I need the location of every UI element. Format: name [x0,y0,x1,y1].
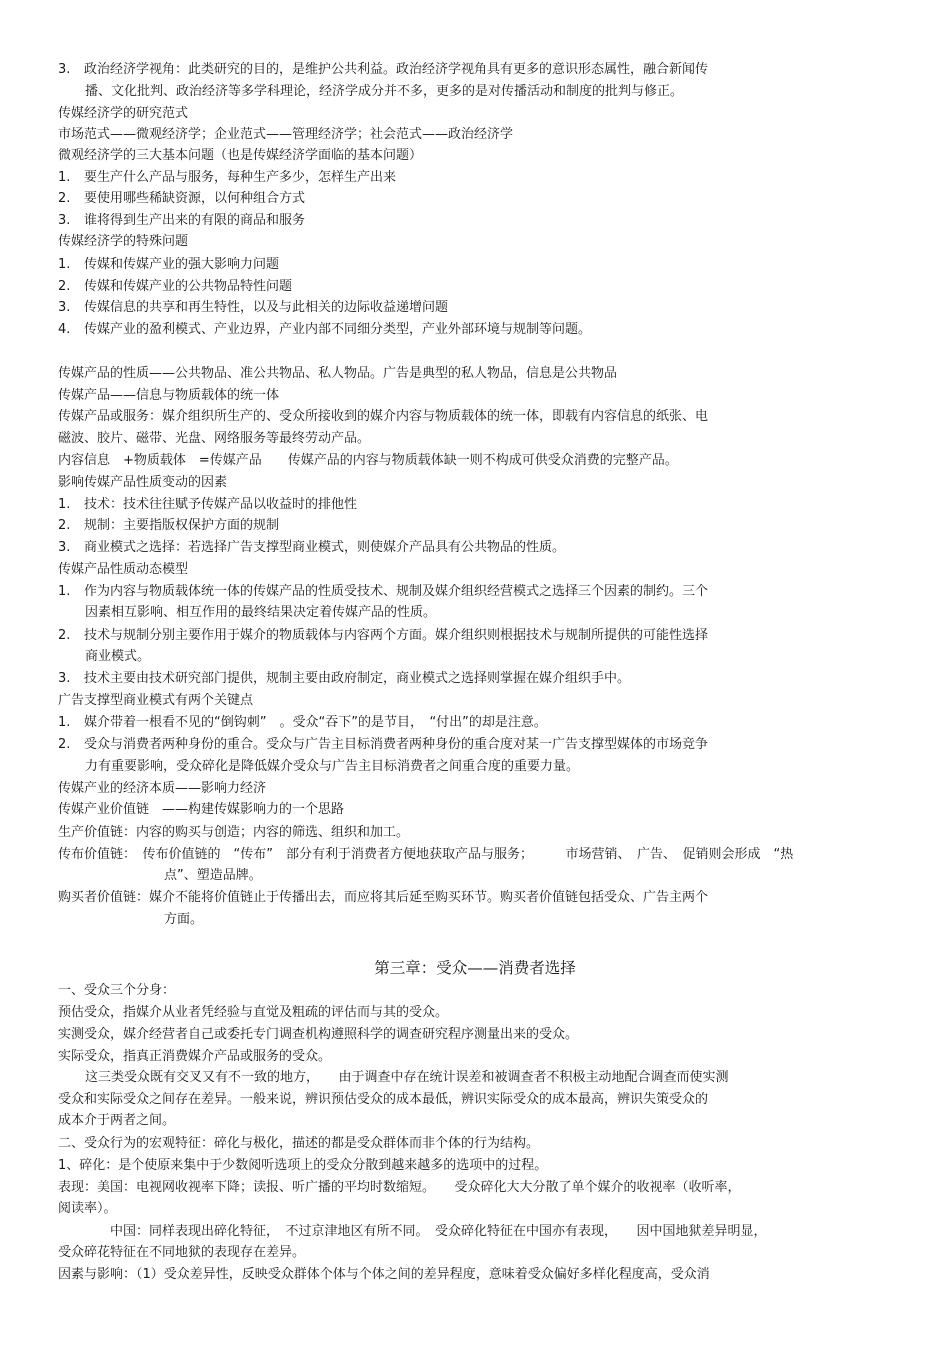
list-item-continuation: 因素相互影响、相互作用的最终结果决定着传媒产品的性质。 [85,605,437,620]
paragraph-line: 这三类受众既有交叉又有不一致的地方， 由于调查中存在统计误差和被调查者不积极主动地配合调查而使实测 [85,1070,729,1085]
list-item: 3. 政治经济学视角：此类研究的目的，是维护公共利益。政治经济学视角具有更多的意识形态属性，融合新闻传 [58,62,709,77]
paragraph-line: 传媒产品的性质——公共物品、准公共物品、私人物品。广告是典型的私人物品，信息是公共物品 [58,366,618,381]
list-item: 2. 要使用哪些稀缺资源，以何种组合方式 [58,191,306,206]
list-item: 2. 规制：主要指版权保护方面的规制 [58,518,280,533]
paragraph-line: 阅读率）。 [58,1201,117,1216]
paragraph-line: 市场范式——微观经济学；企业范式——管理经济学；社会范式——政治经济学 [58,127,514,142]
paragraph-line: 因素与影响：（1）受众差异性，反映受众群体个体与个体之间的差异程度，意味着受众偏好多样化程度高，受众消 [58,1267,710,1282]
list-item: 2. 传媒和传媒产业的公共物品特性问题 [58,279,293,294]
list-item: 1. 技术：技术往往赋予传媒产品以收益时的排他性 [58,497,358,512]
list-item: 1. 要生产什么产品与服务，每种生产多少，怎样生产出来 [58,170,397,185]
paragraph-line: 预估受众，指媒介从业者凭经验与直觉及粗疏的评估而与其的受众。 [58,1005,449,1020]
list-item: 1. 传媒和传媒产业的强大影响力问题 [58,257,280,272]
paragraph-line: 表现：美国：电视网收视率下降；读报、听广播的平均时数缩短。 受众碎化大大分散了单个媒介的收视率（收听率， [58,1180,741,1195]
list-item: 3. 技术主要由技术研究部门提供，规制主要由政府制定，商业模式之选择则掌握在媒介组织手中。 [58,671,631,686]
list-item: 2. 受众与消费者两种身份的重合。受众与广告主目标消费者两种身份的重合度对某一广告支撑型媒体的市场竞争 [58,737,709,752]
list-item: 3. 商业模式之选择：若选择广告支撑型商业模式，则使媒介产品具有公共物品的性质。 [58,540,566,555]
section-heading: 广告支撑型商业模式有两个关键点 [58,693,254,708]
paragraph-line: 传布价值链： 传布价值链的 “传布” 部分有利于消费者方便地获取产品与服务； 市场营销、 广告、 促销则会形成 “热 [58,847,794,862]
paragraph-continuation: 方面。 [164,912,204,927]
section-heading: 微观经济学的三大基本问题（也是传媒经济学面临的基本问题） [58,148,423,163]
paragraph-continuation: 点”、塑造品牌。 [164,868,262,883]
list-item-continuation: 商业模式。 [85,649,151,664]
list-item: 2. 技术与规制分别主要作用于媒介的物质载体与内容两个方面。媒介组织则根据技术与规制所提供的可能性选择 [58,628,709,643]
paragraph-line: 传媒产业价值链 ——构建传媒影响力的一个思路 [58,802,345,817]
paragraph-line: 购买者价值链：媒介不能将价值链止于传播出去，而应将其后延至购买环节。购买者价值链包括受众、广告主两个 [58,890,709,905]
paragraph-line: 传媒产品或服务：媒介组织所生产的、受众所接收到的媒介内容与物质载体的统一体，即载有内容信息的纸张、电 [58,409,709,424]
paragraph-line: 受众碎花特征在不同地狱的表现存在差异。 [58,1245,306,1260]
list-item: 1. 作为内容与物质载体统一体的传媒产品的性质受技术、规制及媒介组织经营模式之选择三个因素的制约。三个 [58,584,709,599]
list-item: 4. 传媒产业的盈利模式、产业边界，产业内部不同细分类型，产业外部环境与规制等问题。 [58,322,592,337]
list-item: 3. 传媒信息的共享和再生特性，以及与此相关的边际收益递增问题 [58,300,449,315]
list-item-continuation: 播、文化批判、政治经济等多学科理论，经济学成分并不多，更多的是对传播活动和制度的批判与修正。 [85,84,684,99]
section-heading: 一、受众三个分身： [58,983,176,998]
section-heading: 传媒经济学的特殊问题 [58,234,189,249]
paragraph-line: 内容信息 +物质载体 =传媒产品 传媒产品的内容与物质载体缺一则不构成可供受众消费的完整产品。 [58,453,678,468]
paragraph-line: 实测受众，媒介经营者自己或委托专门调查机构遵照科学的调查研究程序测量出来的受众。 [58,1027,579,1042]
section-heading: 影响传媒产品性质变动的因素 [58,475,228,490]
section-heading: 传媒产业的经济本质——影响力经济 [58,781,267,796]
paragraph-line: 1、碎化：是个使原来集中于少数阅听选项上的受众分散到越来越多的选项中的过程。 [58,1158,548,1173]
section-heading: 传媒经济学的研究范式 [58,106,189,121]
paragraph-line: 中国：同样表现出碎化特征， 不过京津地区有所不同。 受众碎化特征在中国亦有表现， 因中国地狱差异明显， [58,1224,767,1239]
list-item: 3. 谁将得到生产出来的有限的商品和服务 [58,213,306,228]
paragraph-line: 磁波、胶片、磁带、光盘、网络服务等最终劳动产品。 [58,431,371,446]
section-heading: 传媒产品性质动态模型 [58,562,189,577]
paragraph-line: 成本介于两者之间。 [58,1113,176,1128]
paragraph-line: 生产价值链：内容的购买与创造；内容的筛选、组织和加工。 [58,825,410,840]
list-item-continuation: 力有重要影响，受众碎化是降低媒介受众与广告主目标消费者之间重合度的重要力量。 [85,759,580,774]
list-item: 1. 媒介带着一根看不见的“倒钩刺” 。受众“吞下”的是节目， “付出”的却是注意。 [58,715,547,730]
section-heading: 二、受众行为的宏观特征：碎化与极化，描述的都是受众群体而非个体的行为结构。 [58,1136,540,1151]
section-heading: 传媒产品——信息与物质载体的统一体 [58,388,280,403]
paragraph-line: 实际受众，指真正消费媒介产品或服务的受众。 [58,1049,332,1064]
paragraph-line: 受众和实际受众之间存在差异。一般来说，辨识预估受众的成本最低，辨识实际受众的成本最高，辨识失策受众的 [58,1092,709,1107]
chapter-title: 第三章：受众——消费者选择 [374,959,576,977]
